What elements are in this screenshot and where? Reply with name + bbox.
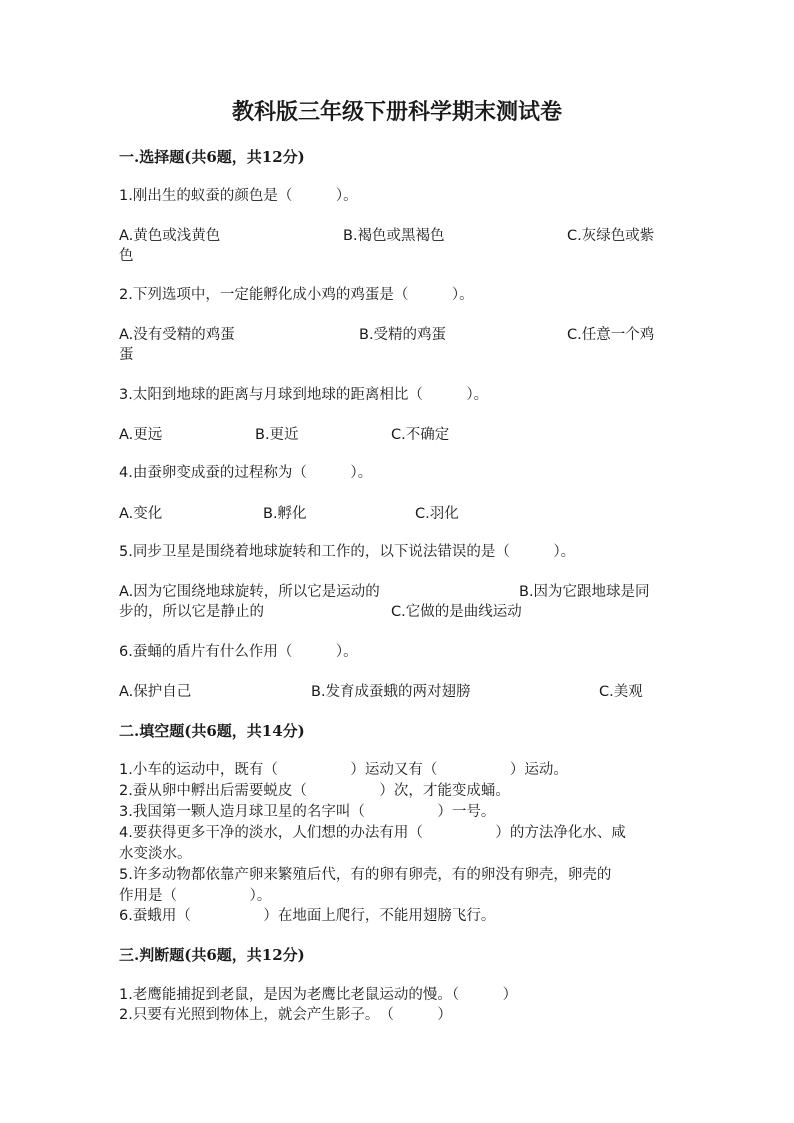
question-3-option-b: B.更近 xyxy=(255,427,299,443)
question-4-stem: 4.由蚕卵变成蚕的过程称为（ ）。 xyxy=(119,465,373,481)
section-heading-fill-blank: 二.填空题(共6题，共14分) xyxy=(119,722,305,740)
question-1-stem: 1.刚出生的蚁蚕的颜色是（ ）。 xyxy=(119,188,358,204)
question-5-stem: 5.同步卫星是围绕着地球旋转和工作的，以下说法错误的是（ ）。 xyxy=(119,544,576,560)
question-2-option-a: A.没有受精的鸡蛋 xyxy=(119,327,235,343)
fill-question-3: 3.我国第一颗人造月球卫星的名字叫（ ）一号。 xyxy=(119,804,496,820)
question-4-option-c: C.羽化 xyxy=(415,506,459,522)
question-6-option-b: B.发育成蚕蛾的两对翅膀 xyxy=(311,684,471,700)
question-5-option-b-continued: 步的，所以它是静止的 xyxy=(119,604,264,620)
question-5-option-c: C.它做的是曲线运动 xyxy=(391,604,522,620)
judge-question-2: 2.只要有光照到物体上，就会产生影子。 （ ） xyxy=(119,1007,452,1023)
question-3-option-a: A.更远 xyxy=(119,427,163,443)
question-2-stem: 2.下列选项中，一定能孵化成小鸡的鸡蛋是（ ）。 xyxy=(119,287,474,303)
section-heading-true-false: 三.判断题(共6题，共12分) xyxy=(119,946,305,964)
page-title: 教科版三年级下册科学期末测试卷 xyxy=(231,99,562,125)
fill-question-1: 1.小车的运动中，既有（ ）运动又有（ ）运动。 xyxy=(119,762,568,778)
question-3-stem: 3.太阳到地球的距离与月球到地球的距离相比（ ）。 xyxy=(119,387,489,403)
question-4-option-b: B.孵化 xyxy=(263,506,307,522)
question-4-option-a: A.变化 xyxy=(119,506,163,522)
question-1-option-b: B.褐色或黑褐色 xyxy=(343,228,445,244)
question-3-option-c: C.不确定 xyxy=(391,427,450,443)
fill-question-5: 5.许多动物都依靠产卵来繁殖后代，有的卵有卵壳，有的卵没有卵壳，卵壳的 xyxy=(119,867,612,883)
fill-question-2: 2.蚕从卵中孵出后需要蜕皮（ ）次，才能变成蛹。 xyxy=(119,783,510,799)
question-1-option-c-continued: 色 xyxy=(119,248,134,264)
question-5-option-b: B.因为它跟地球是同 xyxy=(519,584,650,600)
fill-question-5-continued: 作用是（ ）。 xyxy=(119,888,272,904)
question-1-option-c: C.灰绿色或紫 xyxy=(567,228,655,244)
question-2-option-c-continued: 蛋 xyxy=(119,347,134,363)
question-6-stem: 6.蚕蛹的盾片有什么作用（ ）。 xyxy=(119,644,358,660)
question-6-option-a: A.保护自己 xyxy=(119,684,192,700)
question-2-option-c: C.任意一个鸡 xyxy=(567,327,655,343)
question-5-option-a: A.因为它围绕地球旋转，所以它是运动的 xyxy=(119,584,380,600)
fill-question-6: 6.蚕蛾用（ ）在地面上爬行，不能用翅膀飞行。 xyxy=(119,908,496,924)
question-1-option-a: A.黄色或浅黄色 xyxy=(119,228,221,244)
question-2-option-b: B.受精的鸡蛋 xyxy=(359,327,447,343)
judge-question-1: 1.老鹰能捕捉到老鼠，是因为老鹰比老鼠运动的慢。（ ） xyxy=(119,987,518,1003)
fill-question-4: 4.要获得更多干净的淡水，人们想的办法有用（ ）的方法净化水、咸 xyxy=(119,825,626,841)
question-6-option-c: C.美观 xyxy=(599,684,643,700)
section-heading-choice: 一.选择题(共6题，共12分) xyxy=(119,148,305,166)
fill-question-4-continued: 水变淡水。 xyxy=(119,846,192,862)
